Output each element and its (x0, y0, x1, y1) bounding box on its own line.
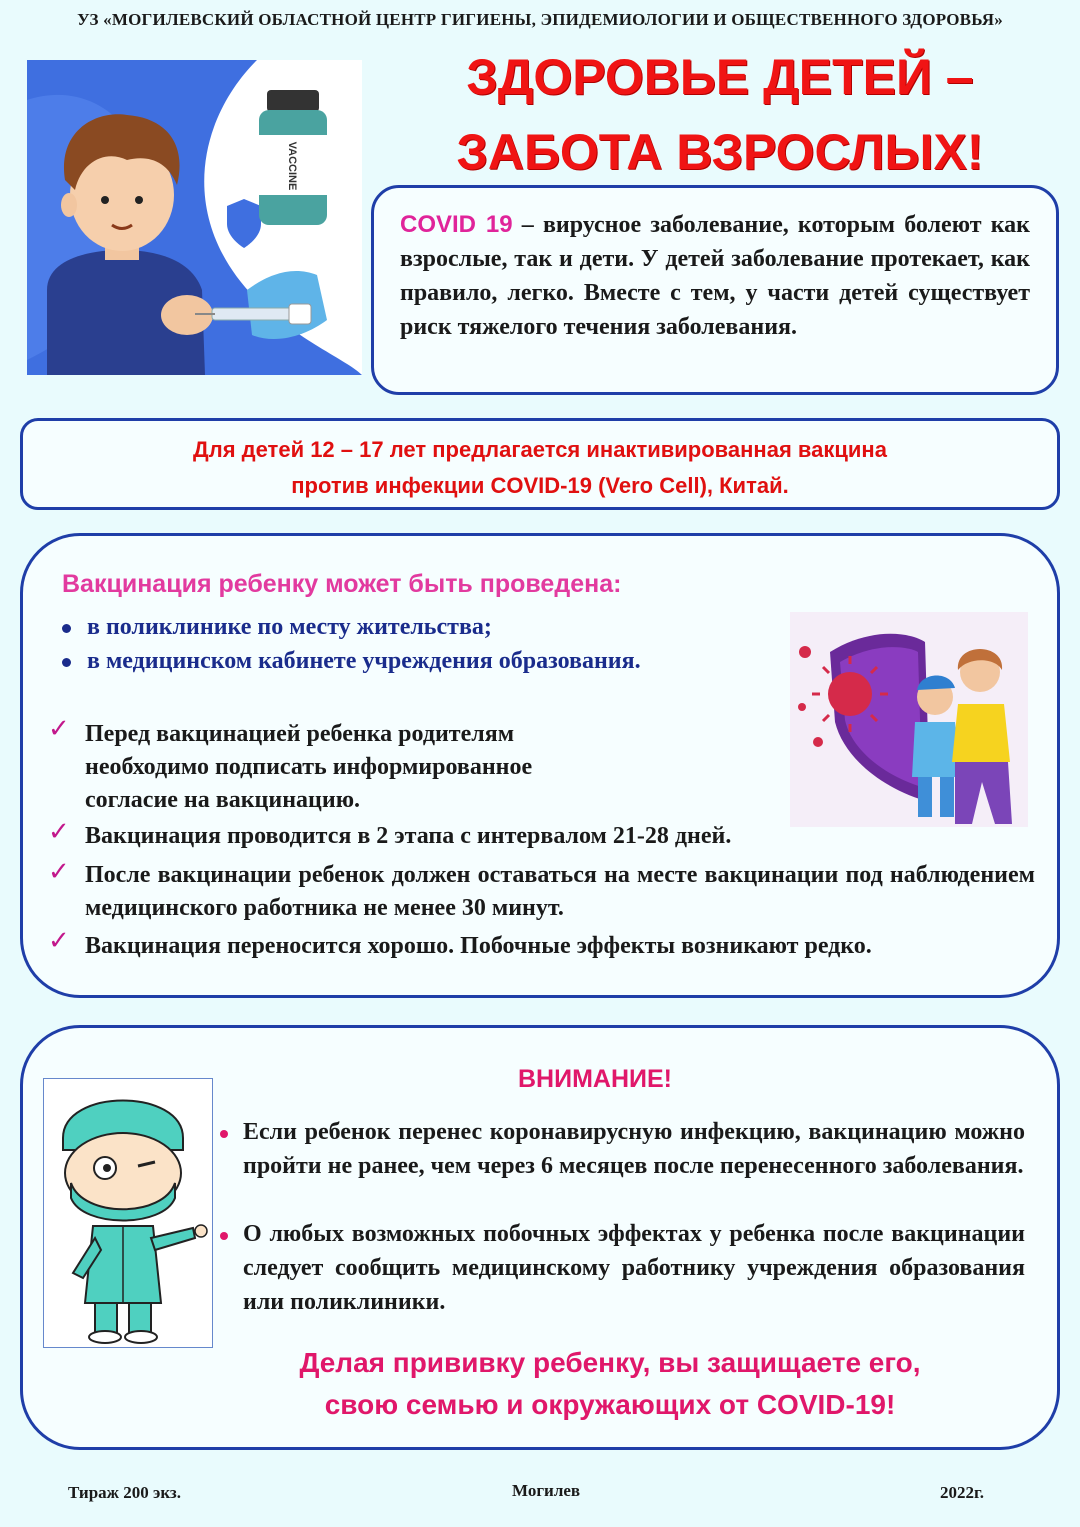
bullet-dot-icon (220, 1232, 228, 1240)
intro-box (371, 185, 1059, 395)
checkmark-icon: ✓ (48, 817, 70, 847)
check-item-3: После вакцинации ребенок должен оставаться на месте вакцинации под наблюдением медицинского работника не менее 30 минут. (85, 862, 1035, 921)
covid-keyword: COVID 19 (400, 211, 513, 238)
intro-paragraph (400, 208, 1030, 344)
checkmark-icon: ✓ (48, 926, 70, 956)
check-item-4: Вакцинация переносится хорошо. Побочные эффекты возникают редко. (85, 933, 872, 959)
place-item-2: в медицинском кабинете учреждения образования. (62, 644, 641, 678)
vaccine-notice-box (20, 418, 1060, 510)
vaccination-heading: Вакцинация ребенку может быть проведена: (62, 570, 622, 598)
attention-heading: ВНИМАНИЕ! (518, 1065, 672, 1093)
bullet-dot-icon (62, 624, 71, 633)
vial-label: VACCINE (286, 141, 298, 191)
attention-list (220, 1115, 1025, 1325)
city: Могилев (512, 1481, 581, 1500)
print-run: Тираж 200 экз. (68, 1483, 181, 1502)
check-item-1: Перед вакцинацией ребенка родителям необходимо подписать информированное согласие на вакцинацию. (85, 721, 533, 813)
organization-name: УЗ «МОГИЛЕВСКИЙ ОБЛАСТНОЙ ЦЕНТР ГИГИЕНЫ, ЭПИДЕМИОЛОГИИ И ОБЩЕСТВЕННОГО ЗДОРОВЬЯ» (77, 10, 1003, 29)
page-title-line1: ЗДОРОВЬЕ ДЕТЕЙ – (466, 49, 974, 105)
checkmark-icon: ✓ (48, 714, 70, 744)
closing-line2: свою семью и окружающих от COVID-19! (324, 1389, 896, 1420)
checklist (48, 712, 1048, 982)
vaccination-boy-illustration (27, 60, 362, 375)
doctor-illustration (43, 1078, 213, 1348)
vaccine-notice-line1: Для детей 12 – 17 лет предлагается инактивированная вакцина (193, 437, 887, 462)
attention-item-2: О любых возможных побочных эффектах у ребенка после вакцинации следует сообщить медицинскому работнику учреждения образования или поликлиники. (243, 1221, 1025, 1315)
year: 2022г. (940, 1483, 985, 1502)
intro-text: – вирусное заболевание, которым болеют как взрослые, так и дети. У детей заболевание протекает, как правило, легко. Вместе с тем, у части детей существует риск тяжелого течения заболевания. (400, 212, 1030, 340)
place-item-1: в поликлинике по месту жительства; (62, 610, 492, 644)
bullet-dot-icon (62, 658, 71, 667)
vaccine-notice-line2: против инфекции COVID-19 (Vero Cell), Китай. (291, 473, 789, 498)
page-title-line2: ЗАБОТА ВЗРОСЛЫХ! (456, 124, 984, 180)
closing-line1: Делая прививку ребенку, вы защищаете его, (299, 1347, 921, 1378)
bullet-dot-icon (220, 1130, 228, 1138)
attention-item-1: Если ребенок перенес коронавирусную инфекцию, вакцинацию можно пройти не ранее, чем через 6 месяцев после перенесенного заболевания. (243, 1119, 1025, 1179)
checkmark-icon: ✓ (48, 857, 70, 887)
check-item-2: Вакцинация проводится в 2 этапа с интервалом 21-28 дней. (85, 823, 732, 849)
